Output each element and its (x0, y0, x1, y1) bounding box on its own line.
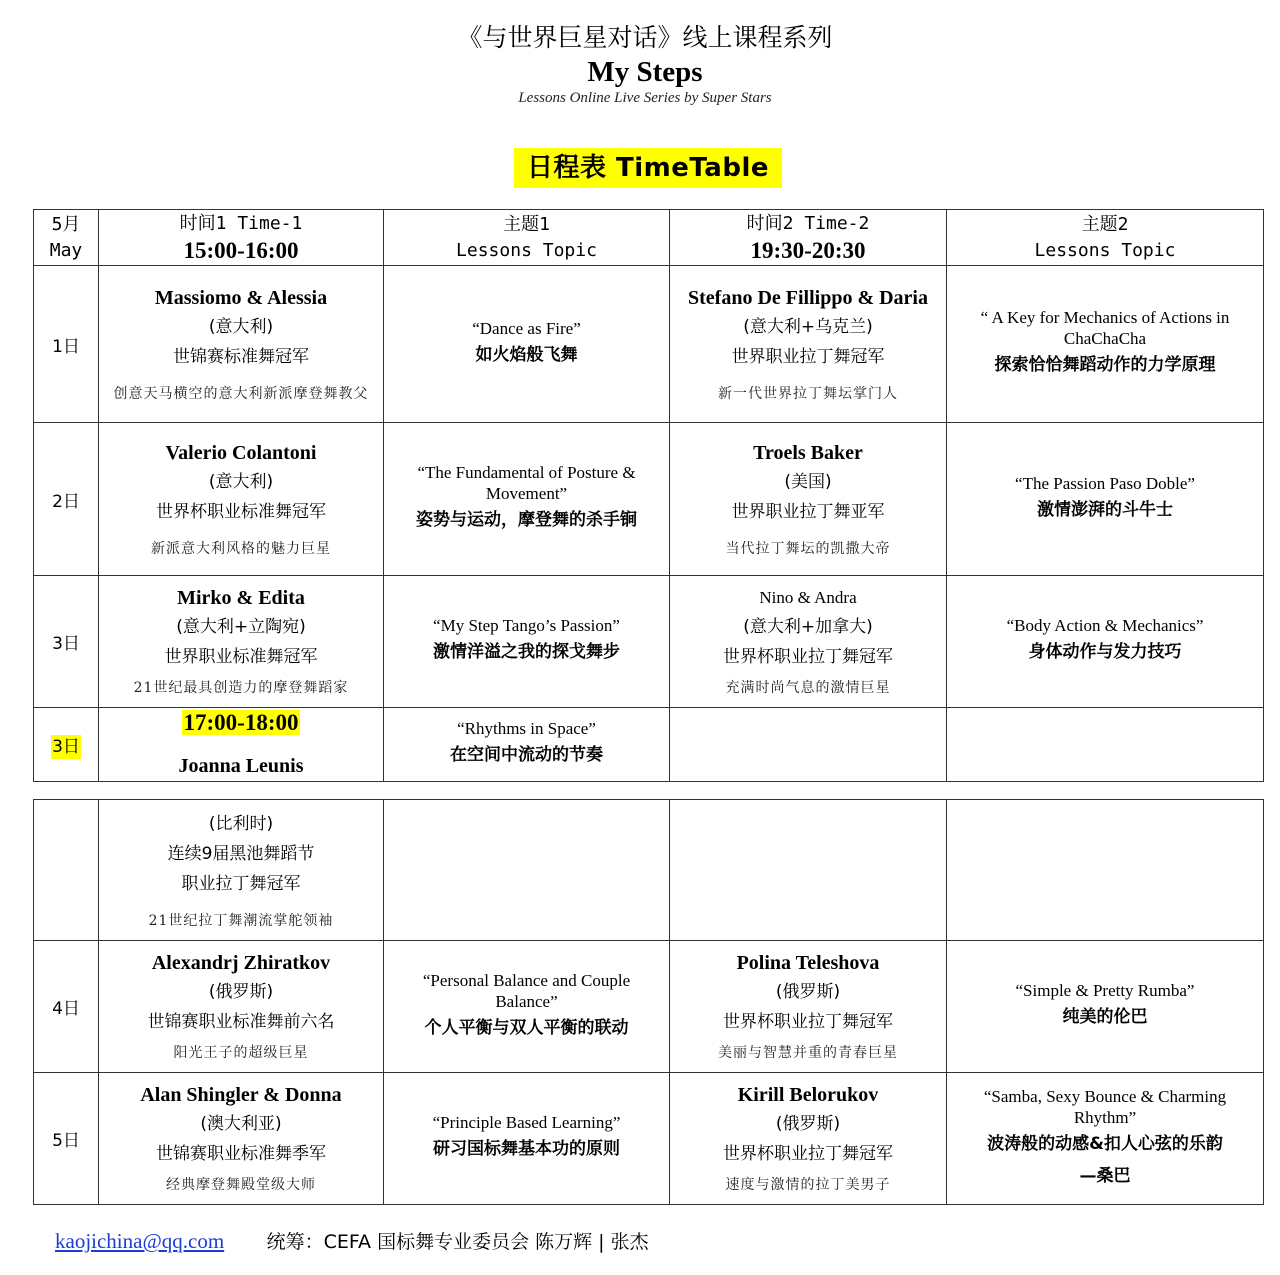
topic-cn: 在空间中流动的节奏 (450, 745, 603, 765)
instructor-country: (俄罗斯) (208, 982, 274, 1002)
table-row (34, 941, 1264, 1073)
instructor-tagline: 充满时尚气息的激情巨星 (725, 680, 891, 696)
topic-cell (947, 423, 1264, 576)
footer (55, 1227, 649, 1254)
instructor-name: Alan Shingler & Donna (140, 1084, 342, 1106)
empty-cell (384, 800, 670, 941)
organizer-credit: 统筹：CEFA 国标舞专业委员会 陈万辉 | 张杰 (266, 1231, 649, 1253)
session-time: 17:00-18:00 (183, 709, 299, 735)
day-cell: 1日 (52, 336, 80, 357)
topic-cn: 姿势与运动，摩登舞的杀手锏 (416, 510, 637, 530)
instructor-award: 世界杯职业拉丁舞冠军 (723, 1144, 893, 1164)
time1-range: 15:00-16:00 (183, 237, 299, 263)
instructor-award: 世锦赛标准舞冠军 (173, 346, 309, 367)
topic-cell (384, 423, 670, 576)
topic-cn-suffix: —桑巴 (1079, 1165, 1131, 1186)
topic-cn: 纯美的伦巴 (1062, 1007, 1148, 1027)
month-header (34, 210, 99, 266)
table-row (34, 800, 1264, 941)
table-row (34, 708, 1264, 782)
time1-label: 时间1 Time-1 (179, 212, 303, 234)
topic-cn: 探索恰恰舞蹈动作的力学原理 (994, 355, 1216, 375)
day-cell (34, 800, 99, 941)
day-cell: 2日 (52, 491, 80, 512)
month-cn: 5月 (51, 213, 81, 235)
topic-en: “Simple & Pretty Rumba” (1015, 981, 1195, 1000)
instructor-name: Massiomo & Alessia (154, 286, 328, 309)
instructor-award: 连续9届黑池舞蹈节 (167, 843, 315, 864)
topic-cn: 研习国标舞基本功的原则 (433, 1139, 620, 1159)
topic-cn: 波涛般的动感&扣人心弦的乐韵 (987, 1133, 1223, 1154)
instructor-name: Polina Teleshova (736, 952, 880, 974)
instructor-name: Nino & Andra (759, 588, 857, 607)
instructor-award: 世界职业拉丁舞亚军 (731, 501, 885, 522)
instructor-cell (99, 708, 384, 782)
instructor-name: Mirko & Edita (177, 587, 305, 609)
instructor-country: (澳大利亚) (200, 1114, 282, 1134)
timetable-badge: 日程表 TimeTable (514, 148, 782, 188)
table-row (34, 1073, 1264, 1205)
table-row (34, 266, 1264, 423)
instructor-cell (670, 266, 947, 423)
title-en: My Steps (587, 56, 703, 88)
instructor-tagline: 创意天马横空的意大利新派摩登舞教父 (113, 385, 369, 402)
contact-email-link[interactable]: kaojichina@qq.com (55, 1229, 225, 1253)
instructor-country: (比利时) (208, 813, 274, 834)
topic1-header (384, 210, 670, 266)
topic-cn: 激情洋溢之我的探戈舞步 (433, 642, 620, 662)
topic-cell (384, 941, 670, 1073)
instructor-cell (99, 941, 384, 1073)
title-cn: 《与世界巨星对话》线上课程系列 (457, 23, 833, 52)
topic2-en: Lessons Topic (1034, 239, 1176, 261)
instructor-tagline: 21世纪最具创造力的摩登舞蹈家 (133, 680, 349, 696)
instructor-cell (670, 576, 947, 708)
instructor-country: (意大利) (208, 316, 274, 337)
topic-en: “My Step Tango’s Passion” (433, 616, 620, 635)
instructor-name: Kirill Belorukov (737, 1084, 879, 1106)
instructor-tagline: 21世纪拉丁舞潮流掌舵领袖 (148, 912, 334, 929)
instructor-name: Joanna Leunis (178, 754, 304, 777)
instructor-country: (意大利+乌克兰) (743, 316, 873, 337)
instructor-award: 世界职业拉丁舞冠军 (731, 346, 885, 367)
instructor-cell (99, 1073, 384, 1205)
empty-cell (670, 800, 947, 941)
topic-en: “The Passion Paso Doble” (1015, 473, 1195, 493)
time2-range: 19:30-20:30 (750, 237, 866, 263)
day-cell: 5日 (52, 1131, 80, 1151)
instructor-name: Troels Baker (753, 441, 863, 464)
topic-cell (384, 1073, 670, 1205)
instructor-award: 世锦赛职业标准舞季军 (156, 1144, 326, 1164)
topic1-label: 主题1 (503, 213, 550, 235)
instructor-tagline: 速度与激情的拉丁美男子 (725, 1177, 891, 1193)
empty-cell (947, 708, 1264, 782)
instructor-cell (670, 423, 947, 576)
instructor-tagline: 新派意大利风格的魅力巨星 (151, 540, 331, 557)
topic-en: “ A Key for Mechanics of Actions in ChaChaCha (980, 308, 1230, 348)
topic-cell (947, 1073, 1264, 1205)
topic-en: “Samba, Sexy Bounce & Charming Rhythm” (983, 1086, 1227, 1127)
topic-en: “Rhythms in Space” (457, 719, 596, 738)
empty-cell (670, 708, 947, 782)
instructor-cell (99, 800, 384, 941)
instructor-country: (俄罗斯) (775, 982, 841, 1002)
topic-cell (384, 266, 670, 423)
day-cell: 4日 (52, 999, 80, 1019)
instructor-tagline: 当代拉丁舞坛的凯撒大帝 (725, 540, 891, 557)
topic-cn: 激情澎湃的斗牛士 (1037, 499, 1173, 520)
instructor-cell (99, 576, 384, 708)
instructor-award: 世界杯职业拉丁舞冠军 (723, 647, 893, 667)
instructor-cell (99, 266, 384, 423)
instructor-name: Alexandrj Zhiratkov (151, 952, 331, 974)
topic-en: “Dance as Fire” (472, 318, 581, 338)
month-en: May (49, 239, 83, 261)
instructor-award: 世界杯职业标准舞冠军 (156, 501, 326, 522)
topic-cn: 如火焰般飞舞 (475, 344, 578, 365)
instructor-cell (99, 423, 384, 576)
instructor-country: (俄罗斯) (775, 1114, 841, 1134)
topic-cell (947, 576, 1264, 708)
instructor-tagline: 经典摩登舞殿堂级大师 (166, 1177, 316, 1193)
time1-header (99, 210, 384, 266)
topic-cell (947, 266, 1264, 423)
topic2-label: 主题2 (1081, 213, 1129, 235)
topic-cell (947, 941, 1264, 1073)
topic-cn: 个人平衡与双人平衡的联动 (424, 1017, 629, 1038)
empty-cell (947, 800, 1264, 941)
time2-header (670, 210, 947, 266)
topic-en: “The Fundamental of Posture & Movement” (417, 463, 636, 503)
instructor-award: 世锦赛职业标准舞前六名 (147, 1012, 335, 1032)
instructor-tagline: 阳光王子的超级巨星 (173, 1045, 309, 1061)
topic-en: “Body Action & Mechanics” (1006, 616, 1204, 635)
instructor-country: (意大利+加拿大) (743, 617, 873, 637)
instructor-award: 世界职业标准舞冠军 (164, 647, 318, 667)
instructor-country: (意大利+立陶宛) (176, 617, 306, 637)
timetable-part-2 (33, 799, 1264, 1205)
header-row (34, 210, 1264, 266)
topic-en: “Personal Balance and Couple Balance” (422, 970, 631, 1011)
instructor-award: 世界杯职业拉丁舞冠军 (723, 1012, 893, 1032)
instructor-country: (美国) (784, 471, 832, 492)
instructor-cell (670, 1073, 947, 1205)
instructor-tagline: 美丽与智慧并重的青春巨星 (718, 1045, 898, 1061)
subtitle: Lessons Online Live Series by Super Stars (518, 90, 772, 106)
instructor-name: Valerio Colantoni (165, 441, 317, 464)
table-row (34, 423, 1264, 576)
topic1-en: Lessons Topic (456, 239, 597, 261)
instructor-country: (意大利) (208, 471, 274, 492)
topic-en: “Principle Based Learning” (432, 1113, 621, 1132)
instructor-cell (670, 941, 947, 1073)
instructor-award: 职业拉丁舞冠军 (181, 873, 301, 894)
table-row (34, 576, 1264, 708)
topic2-header (947, 210, 1264, 266)
topic-cn: 身体动作与发力技巧 (1028, 642, 1182, 662)
instructor-name: Stefano De Fillippo & Daria (688, 286, 928, 309)
time2-label: 时间2 Time-2 (746, 212, 870, 234)
topic-cell (384, 576, 670, 708)
day-cell: 3日 (52, 737, 80, 757)
timetable-part-1 (33, 209, 1264, 782)
day-cell: 3日 (52, 634, 80, 654)
instructor-tagline: 新一代世界拉丁舞坛掌门人 (718, 385, 898, 402)
topic-cell (384, 708, 670, 782)
